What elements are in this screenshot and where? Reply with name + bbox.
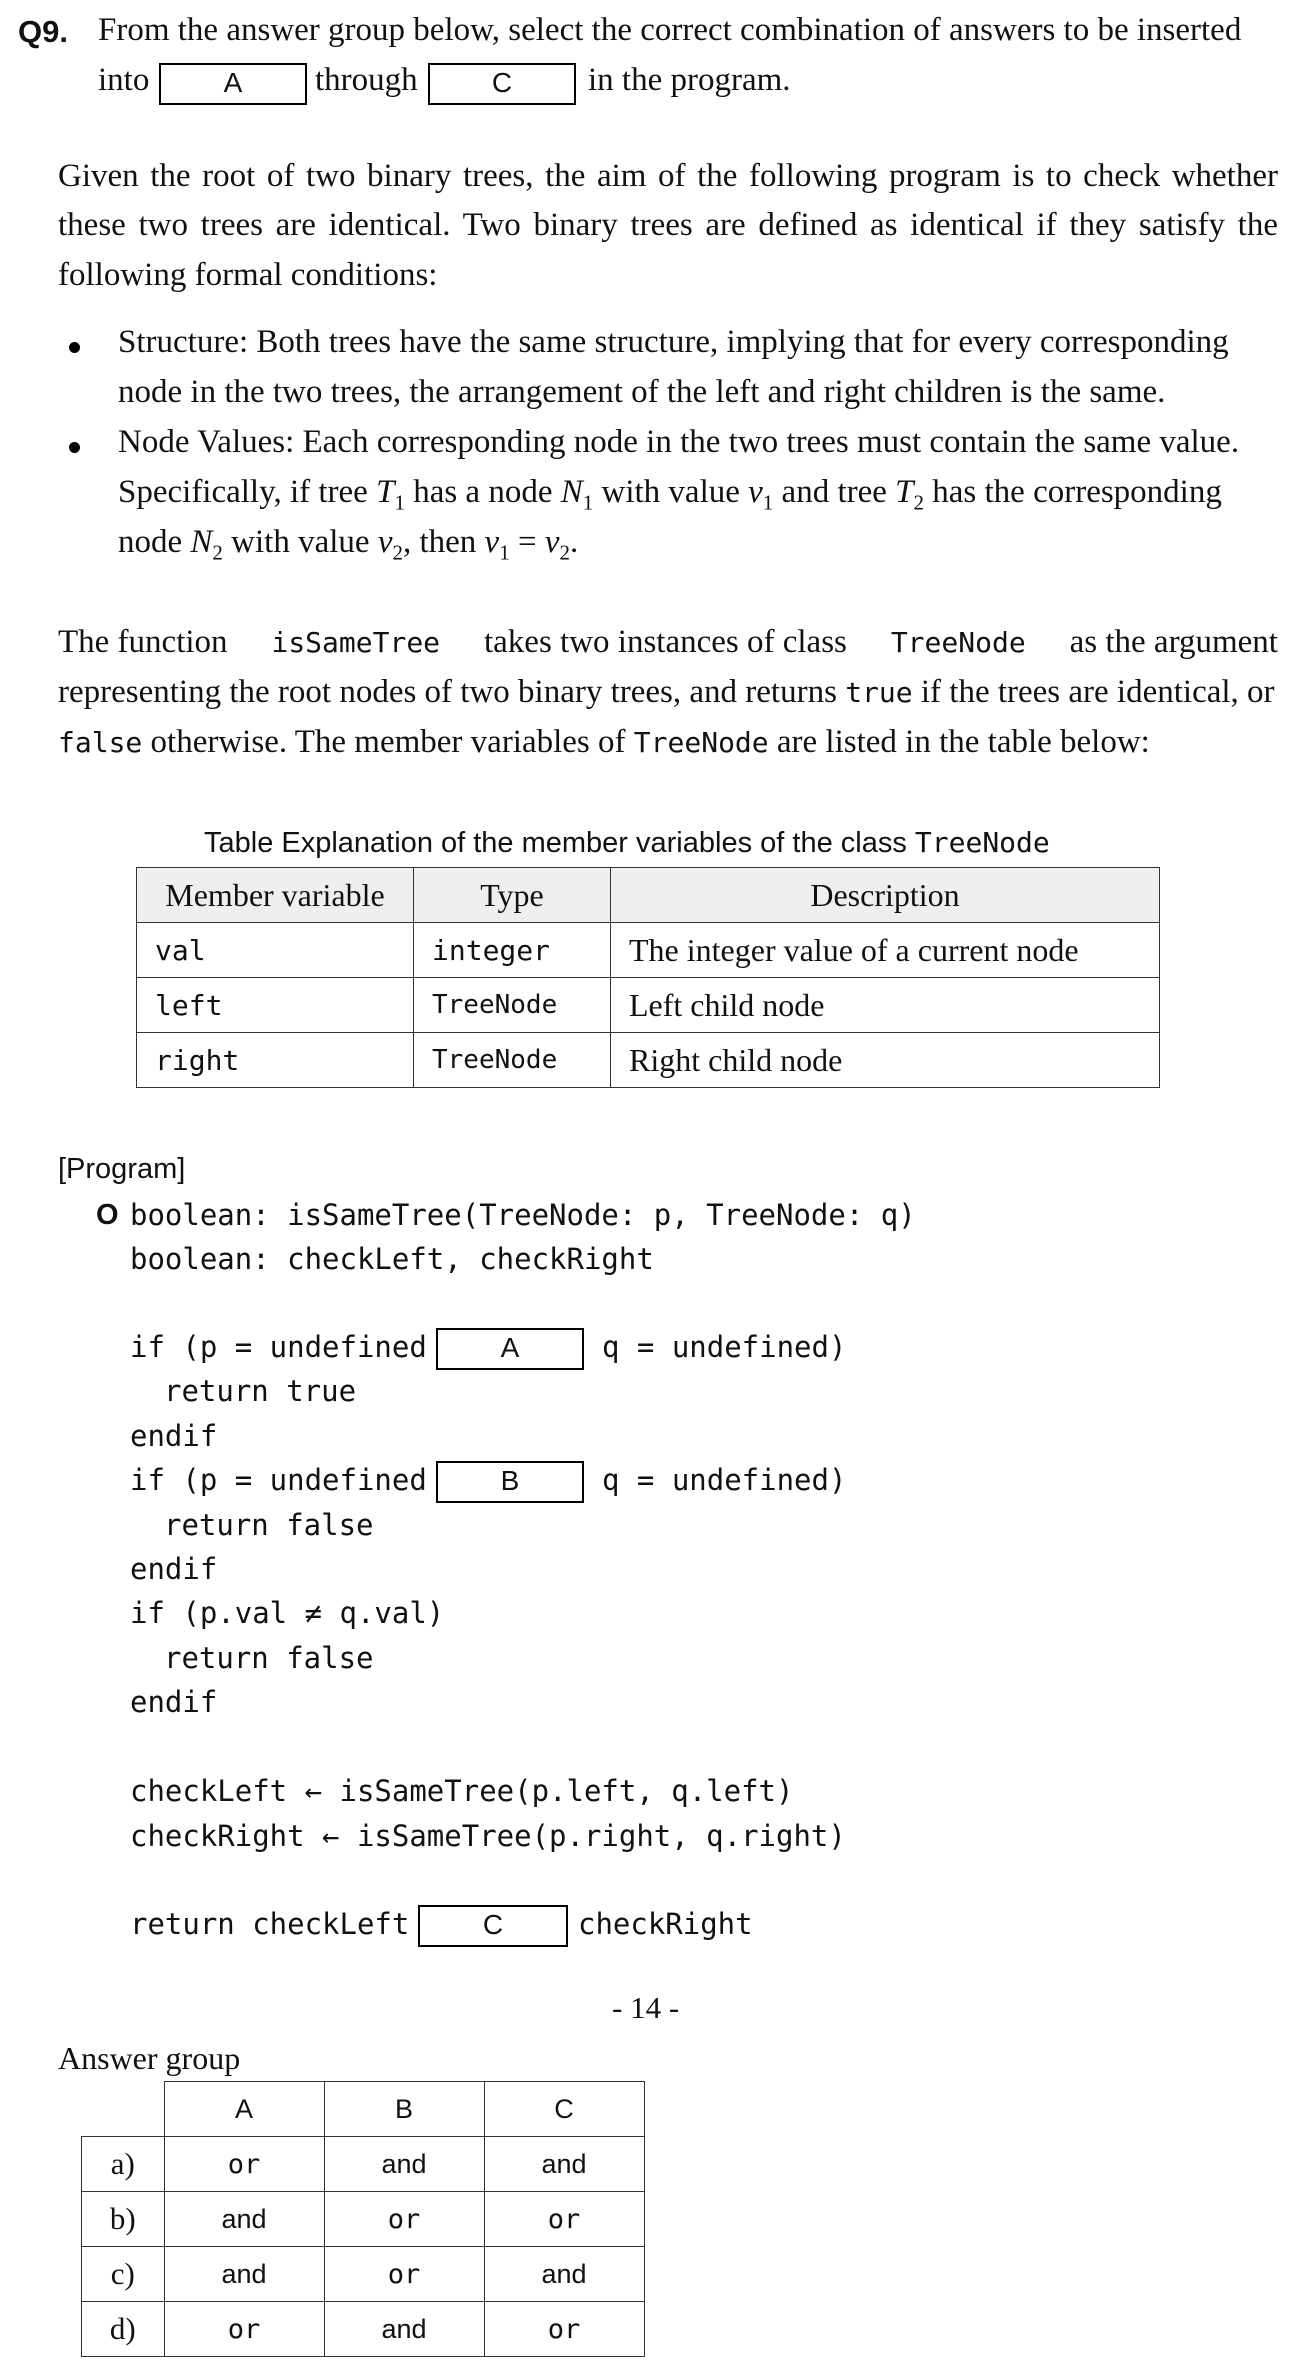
answer-header-row xyxy=(82,2082,645,2137)
table-header-row xyxy=(137,868,1160,923)
cell-description: The integer value of a current node xyxy=(611,923,1160,978)
answer-header-empty xyxy=(82,2082,165,2137)
program-endif2: endif xyxy=(130,1552,218,1586)
program-signature: boolean: isSameTree(TreeNode: p, TreeNode: q) xyxy=(130,1198,916,1232)
program-box-a: A xyxy=(436,1328,584,1370)
answer-row-b[interactable] xyxy=(82,2192,645,2247)
bullet-values-line3: node $N_2$ with value $v_2$, then $v_1 = v_2$. xyxy=(118,524,579,565)
answer-value: or xyxy=(484,2192,644,2247)
answer-value: and xyxy=(324,2137,484,2192)
answer-group-table xyxy=(81,2081,645,2357)
table-row xyxy=(137,1033,1160,1088)
question-number: Q9. xyxy=(18,14,68,49)
answer-header-b: B xyxy=(324,2082,484,2137)
program-box-b: B xyxy=(436,1461,584,1503)
cell-member: val xyxy=(137,923,414,978)
answer-value: or xyxy=(164,2302,324,2357)
question-into: into xyxy=(98,62,150,98)
program-declaration: boolean: checkLeft, checkRight xyxy=(130,1242,654,1276)
answer-key[interactable]: d) xyxy=(82,2302,165,2357)
program-return-true: return true xyxy=(164,1374,357,1408)
program-check-left: checkLeft ← isSameTree(p.left, q.left) xyxy=(130,1774,794,1808)
program-return-false-2: return false xyxy=(164,1641,374,1675)
table-row xyxy=(137,923,1160,978)
program-label: [Program] xyxy=(58,1153,186,1185)
program-if1-tail: q = undefined) xyxy=(602,1330,847,1364)
program-bullet-icon: O xyxy=(96,1199,119,1231)
program-return: return checkLeft xyxy=(130,1907,410,1941)
answer-value: and xyxy=(324,2302,484,2357)
desc-line1: The function isSameTree takes two instances of class TreeNode as the argument xyxy=(58,624,1278,660)
answer-value: and xyxy=(164,2192,324,2247)
intro-line2: these two trees are identical. Two binary trees are defined as identical if they satisfy the xyxy=(58,207,1278,243)
answer-key[interactable]: a) xyxy=(82,2137,165,2192)
answer-value: or xyxy=(324,2192,484,2247)
answer-value: and xyxy=(164,2247,324,2302)
bullet-dot-2 xyxy=(69,442,80,453)
answer-row-c[interactable] xyxy=(82,2247,645,2302)
answer-value: or xyxy=(484,2302,644,2357)
page-number: - 14 - xyxy=(612,1990,680,2025)
answer-box-c: C xyxy=(428,63,576,105)
header-type: Type xyxy=(414,868,611,923)
answer-value: and xyxy=(484,2137,644,2192)
program-if1: if (p = undefined xyxy=(130,1330,427,1364)
question-tail: in the program. xyxy=(588,62,791,98)
cell-type: TreeNode xyxy=(414,1033,611,1088)
intro-line1: Given the root of two binary trees, the aim of the following program is to check whether xyxy=(58,158,1278,194)
bullet-dot-1 xyxy=(69,342,80,353)
cell-description: Left child node xyxy=(611,978,1160,1033)
answer-value: or xyxy=(324,2247,484,2302)
answer-value: or xyxy=(164,2137,324,2192)
bullet-structure-line1: Structure: Both trees have the same structure, implying that for every corresponding xyxy=(118,324,1229,360)
header-member-variable: Member variable xyxy=(137,868,414,923)
program-if3: if (p.val ≠ q.val) xyxy=(130,1596,445,1630)
program-endif3: endif xyxy=(130,1685,218,1719)
program-if2-tail: q = undefined) xyxy=(602,1463,847,1497)
cell-description: Right child node xyxy=(611,1033,1160,1088)
cell-type: TreeNode xyxy=(414,978,611,1033)
question-through: through xyxy=(315,62,418,98)
answer-header-c: C xyxy=(484,2082,644,2137)
program-return-false: return false xyxy=(164,1508,374,1542)
answer-key[interactable]: c) xyxy=(82,2247,165,2302)
desc-line2: representing the root nodes of two binary trees, and returns true if the trees are identical, or xyxy=(58,674,1275,710)
bullet-values-line1: Node Values: Each corresponding node in the two trees must contain the same value. xyxy=(118,424,1240,460)
program-check-right: checkRight ← isSameTree(p.right, q.right) xyxy=(130,1819,846,1853)
answer-header-a: A xyxy=(164,2082,324,2137)
question-line1: From the answer group below, select the correct combination of answers to be inserted xyxy=(98,12,1242,48)
desc-line3: false otherwise. The member variables of TreeNode are listed in the table below: xyxy=(58,724,1150,760)
bullet-values-line2: Specifically, if tree $T_1$ has a node $N_1$ with value $v_1$ and tree $T_2$ has the corresponding xyxy=(118,474,1222,515)
cell-member: right xyxy=(137,1033,414,1088)
cell-member: left xyxy=(137,978,414,1033)
program-endif1: endif xyxy=(130,1419,218,1453)
answer-group-label: Answer group xyxy=(58,2040,241,2076)
answer-box-a: A xyxy=(159,63,307,105)
header-description: Description xyxy=(611,868,1160,923)
answer-row-a[interactable] xyxy=(82,2137,645,2192)
answer-row-d[interactable] xyxy=(82,2302,645,2357)
answer-value: and xyxy=(484,2247,644,2302)
table-row xyxy=(137,978,1160,1033)
table-caption: Table Explanation of the member variables of the class TreeNode xyxy=(204,826,1050,859)
answer-key[interactable]: b) xyxy=(82,2192,165,2247)
member-variable-table xyxy=(136,867,1160,1088)
program-return-tail: checkRight xyxy=(578,1907,753,1941)
program-if2: if (p = undefined xyxy=(130,1463,427,1497)
program-box-c: C xyxy=(418,1905,568,1947)
cell-type: integer xyxy=(414,923,611,978)
bullet-structure-line2: node in the two trees, the arrangement of the left and right children is the same. xyxy=(118,374,1166,410)
intro-line3: following formal conditions: xyxy=(58,257,438,293)
